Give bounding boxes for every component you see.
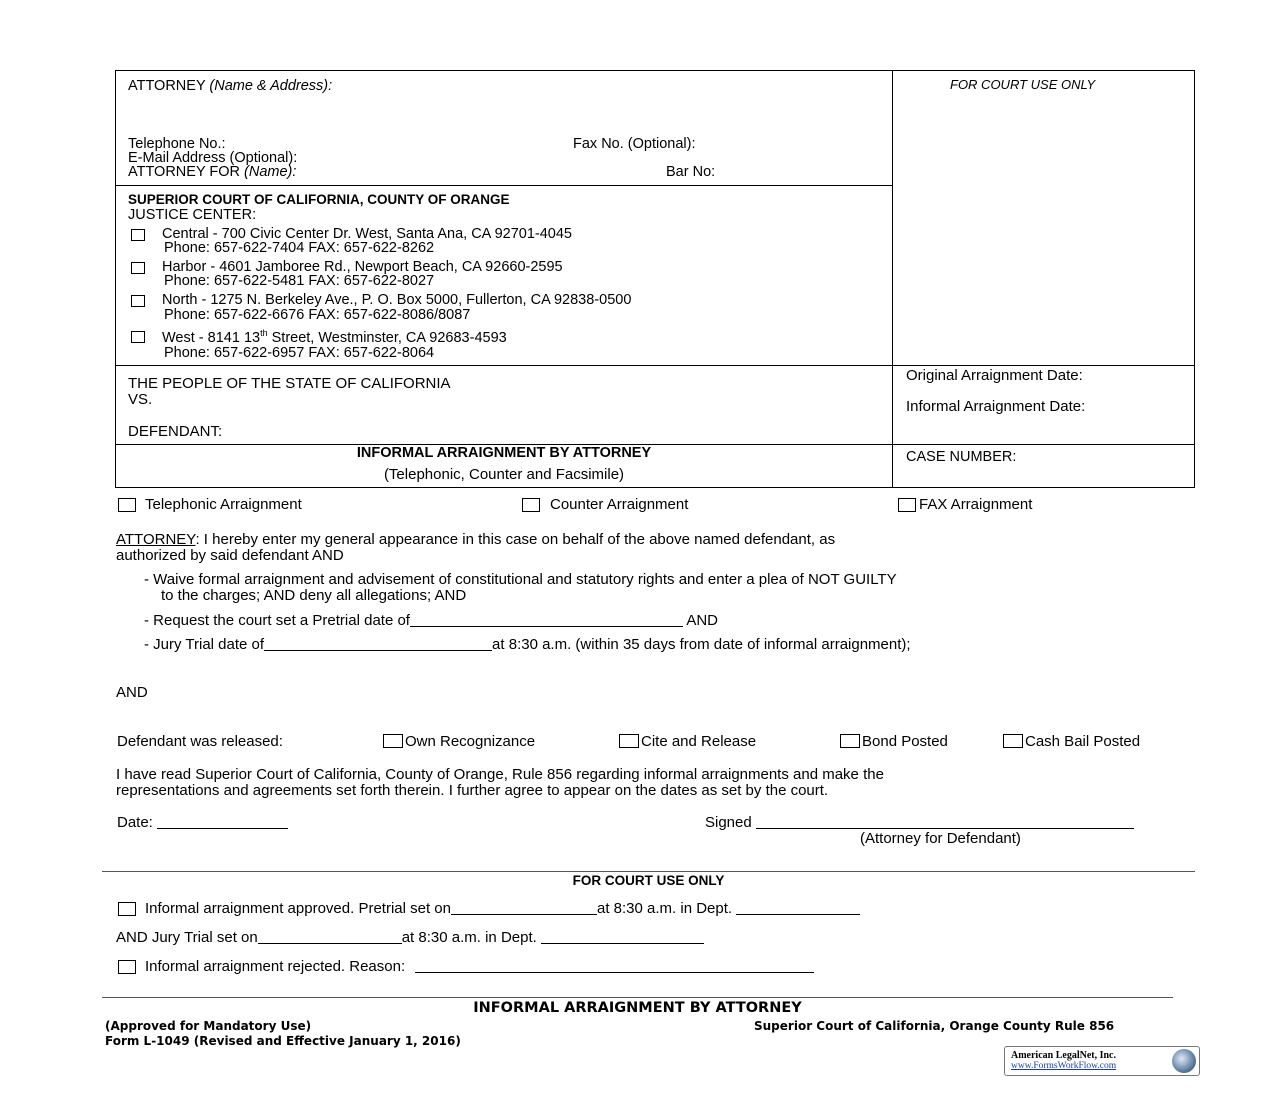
people-label: THE PEOPLE OF THE STATE OF CALIFORNIA — [128, 375, 451, 392]
bar-no-label[interactable]: Bar No: — [666, 164, 716, 180]
checkbox-rejected[interactable] — [118, 960, 136, 974]
court-name: SUPERIOR COURT OF CALIFORNIA, COUNTY OF ORANGE — [128, 192, 510, 207]
attorney-for-label[interactable]: ATTORNEY FOR (Name): — [128, 164, 297, 180]
globe-icon — [1172, 1049, 1196, 1073]
checkbox-counter[interactable] — [522, 498, 540, 512]
center-north-phone: Phone: 657-622-6676 FAX: 657-622-8086/8087 — [164, 307, 471, 323]
checkbox-north[interactable] — [131, 295, 145, 307]
and-connector: AND — [116, 684, 148, 701]
center-harbor-phone: Phone: 657-622-5481 FAX: 657-622-8027 — [164, 273, 435, 289]
approved-dept-line[interactable] — [736, 900, 860, 915]
date-line[interactable] — [157, 814, 288, 829]
court-use-title: FOR COURT USE ONLY — [572, 873, 725, 888]
pretrial-date-line[interactable] — [410, 612, 683, 627]
center-north-address: North - 1275 N. Berkeley Ave., P. O. Box 5000, Fullerton, CA 92838-0500 — [162, 292, 632, 308]
divider-court — [115, 365, 1195, 366]
logo-url[interactable]: www.FormsWorkFlow.com — [1011, 1061, 1117, 1071]
rejected-line: Informal arraignment rejected. Reason: — [145, 958, 814, 975]
attorney-statement: ATTORNEY: I hereby enter my general appearance in this case on behalf of the above named defendant, as — [116, 531, 836, 548]
checkbox-telephonic[interactable] — [118, 498, 136, 512]
original-arraignment-date-label[interactable]: Original Arraignment Date: — [906, 367, 1083, 384]
rule-856-statement-line2: representations and agreements set forth therein. I further agree to appear on the dates as set by the court. — [116, 782, 829, 799]
center-west-phone: Phone: 657-622-6957 FAX: 657-622-8064 — [164, 345, 435, 361]
email-label[interactable]: E-Mail Address (Optional): — [128, 150, 298, 166]
waive-arraignment-item-line2: to the charges; AND deny all allegations; AND — [161, 587, 467, 604]
attorney-label: ATTORNEY (Name & Address): — [128, 78, 333, 94]
fax-arraignment-label: FAX Arraignment — [919, 496, 1033, 513]
checkbox-west[interactable] — [131, 331, 145, 343]
rule-856-statement: I have read Superior Court of California, County of Orange, Rule 856 regarding informal arraignments and make the — [116, 766, 884, 783]
center-harbor-address: Harbor - 4601 Jamboree Rd., Newport Beach, CA 92660-2595 — [162, 259, 563, 275]
defendant-label[interactable]: DEFENDANT: — [128, 423, 223, 440]
cite-release-label: Cite and Release — [641, 733, 757, 750]
checkbox-central[interactable] — [131, 229, 145, 241]
checkbox-cite-release[interactable] — [619, 734, 639, 748]
footer-title: INFORMAL ARRAIGNMENT BY ATTORNEY — [473, 1000, 802, 1016]
informal-arraignment-date-label[interactable]: Informal Arraignment Date: — [906, 398, 1086, 415]
jury-trial-set-date-line[interactable] — [258, 929, 402, 944]
checkbox-approved[interactable] — [118, 902, 136, 916]
own-recognizance-label: Own Recognizance — [405, 733, 536, 750]
jury-trial-date-line[interactable] — [264, 636, 492, 651]
jury-dept-line[interactable] — [541, 929, 704, 944]
fax-label[interactable]: Fax No. (Optional): — [573, 136, 696, 152]
justice-center-label: JUSTICE CENTER: — [128, 207, 257, 223]
form-title: INFORMAL ARRAIGNMENT BY ATTORNEY — [356, 445, 652, 461]
jury-trial-set-line: AND Jury Trial set on at 8:30 a.m. in Dept. — [116, 929, 704, 946]
checkbox-cash-bail[interactable] — [1003, 734, 1023, 748]
logo-company-name: American LegalNet, Inc. — [1011, 1050, 1116, 1061]
signature-line[interactable] — [756, 814, 1134, 829]
telephonic-label: Telephonic Arraignment — [145, 496, 302, 513]
telephone-label[interactable]: Telephone No.: — [128, 136, 226, 152]
cash-bail-label: Cash Bail Posted — [1025, 733, 1141, 750]
case-number-label[interactable]: CASE NUMBER: — [906, 449, 1017, 465]
footer-form-number: Form L-1049 (Revised and Effective January 1, 2016) — [105, 1034, 461, 1048]
counter-label: Counter Arraignment — [550, 496, 689, 513]
right-column-divider — [892, 70, 893, 488]
checkbox-fax[interactable] — [898, 498, 916, 512]
center-central-phone: Phone: 657-622-7404 FAX: 657-622-8262 — [164, 240, 435, 256]
attorney-for-defendant-caption: (Attorney for Defendant) — [860, 830, 1021, 847]
center-central-address: Central - 700 Civic Center Dr. West, Santa Ana, CA 92701-4045 — [162, 226, 572, 242]
waive-arraignment-item: - Waive formal arraignment and advisement of constitutional and statutory rights and enter a plea of NOT GUILTY — [144, 571, 897, 588]
form-subtitle: (Telephonic, Counter and Facsimile) — [383, 466, 625, 483]
pretrial-request-item: - Request the court set a Pretrial date of AND — [144, 612, 718, 629]
court-use-only-label: FOR COURT USE ONLY — [950, 77, 1096, 92]
footer-approved: (Approved for Mandatory Use) — [105, 1019, 312, 1033]
signature-field: Signed — [705, 814, 1134, 831]
footer-divider — [102, 997, 1173, 998]
checkbox-harbor[interactable] — [131, 262, 145, 274]
released-label: Defendant was released: — [117, 733, 283, 750]
approved-line: Informal arraignment approved. Pretrial set on at 8:30 a.m. in Dept. — [145, 900, 860, 917]
rejected-reason-line[interactable] — [415, 958, 814, 973]
divider-attorney — [115, 185, 893, 186]
attorney-statement-line2: authorized by said defendant AND — [116, 547, 344, 564]
jury-trial-item: - Jury Trial date of at 8:30 a.m. (within 35 days from date of informal arraignment); — [144, 636, 911, 653]
bond-posted-label: Bond Posted — [862, 733, 948, 750]
checkbox-own-recognizance[interactable] — [383, 734, 403, 748]
footer-rule: Superior Court of California, Orange County Rule 856 — [754, 1019, 1115, 1033]
court-use-divider — [102, 871, 1195, 872]
vs-label: VS. — [128, 391, 153, 408]
american-legalnet-logo[interactable] — [1004, 1046, 1200, 1076]
center-west-address: West - 8141 13th Street, Westminster, CA 92683-4593 — [162, 328, 507, 346]
approved-pretrial-date-line[interactable] — [451, 900, 597, 915]
checkbox-bond-posted[interactable] — [840, 734, 860, 748]
date-field: Date: — [117, 814, 288, 831]
